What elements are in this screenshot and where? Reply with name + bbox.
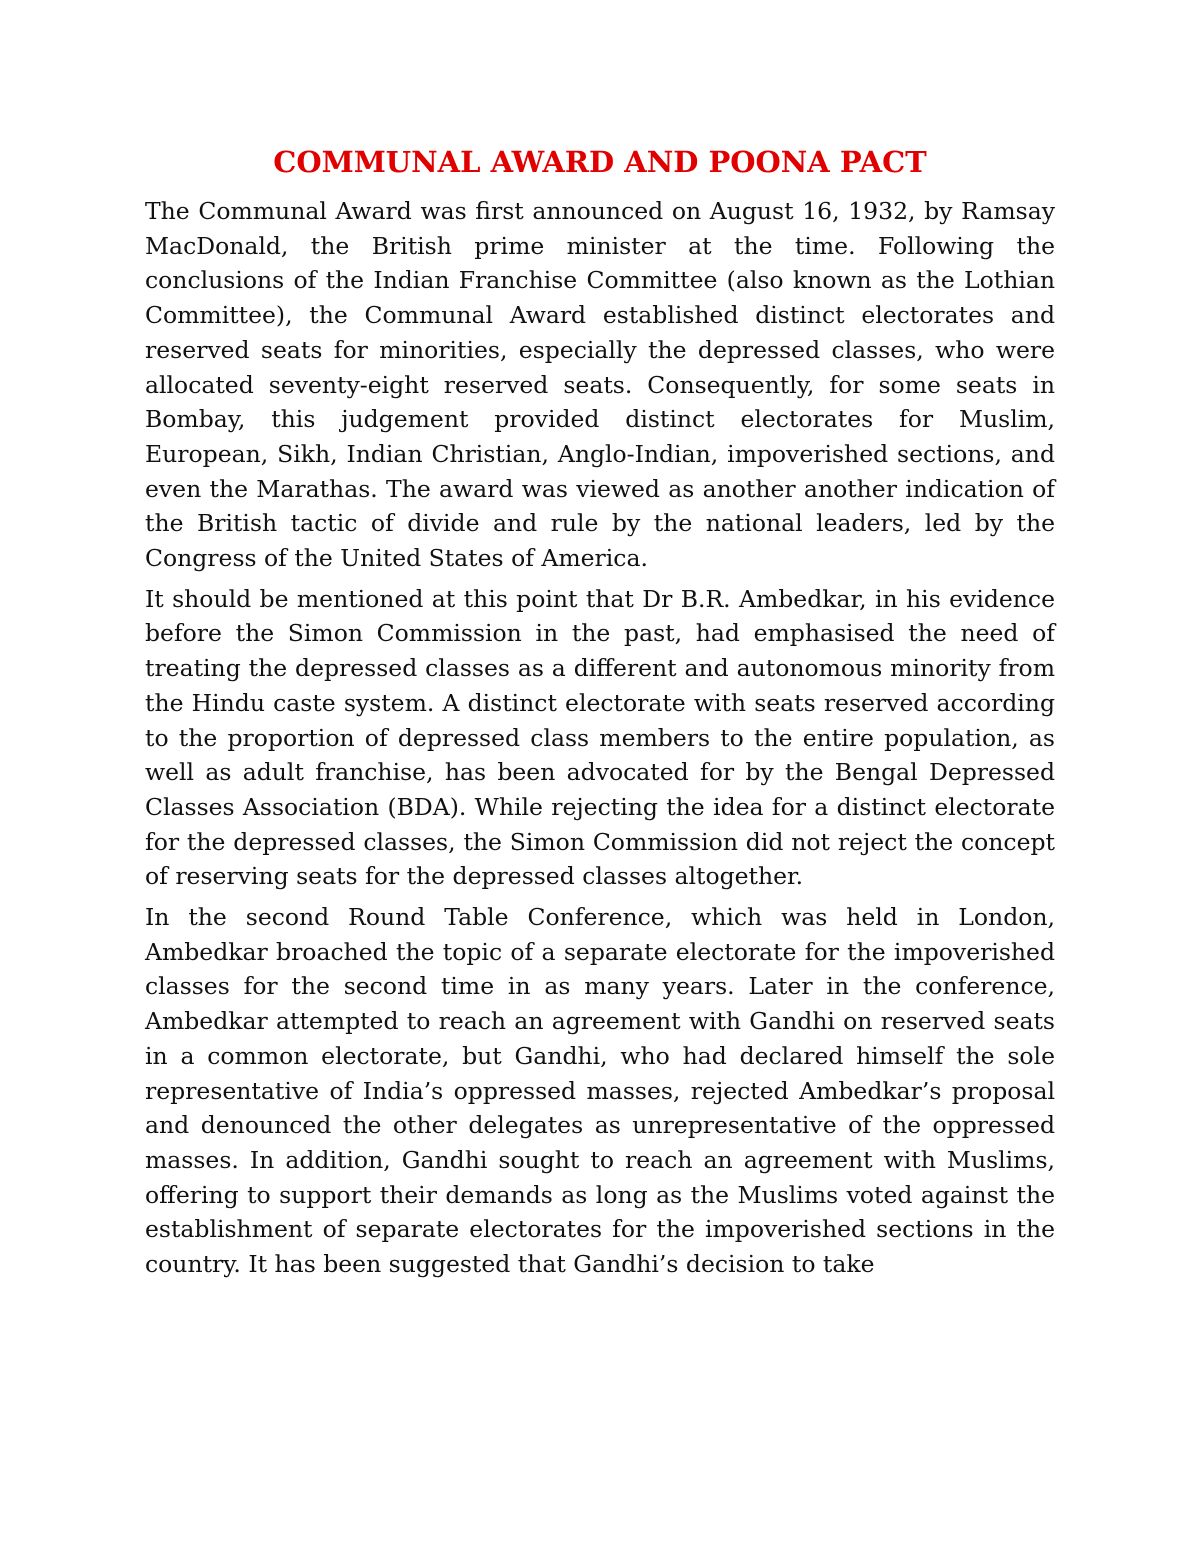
document-body (145, 142, 1055, 1288)
paragraph-ambedkar-evidence: It should be mentioned at this point that Dr B.R. Ambedkar, in his evidence before the Simon Commission in the past, had emphasised the need of treating the depressed classes as a different and autonomous minority from the Hindu caste system. A distinct electorate with seats reserved according to the proportion of depressed class members to the entire population, as well as adult franchise, has been advocated for by the Bengal Depressed Classes Association (BDA). While rejecting the idea for a distinct electorate for the depressed classes, the Simon Commission did not reject the concept of reserving seats for the depressed classes altogether. (145, 584, 1055, 891)
page-title: COMMUNAL AWARD AND POONA PACT (273, 145, 927, 179)
paragraph-round-table-conference: In the second Round Table Conference, which was held in London, Ambedkar broached the topic of a separate electorate for the impoverished classes for the second time in as many years. Later in the conference, Ambedkar attempted to reach an agreement with Gandhi on reserved seats in a common electorate, but Gandhi, who had declared himself the sole representative of India’s oppressed masses, rejected Ambedkar’s proposal and denounced the other delegates as unrepresentative of the oppressed masses. In addition, Gandhi sought to reach an agreement with Muslims, offering to support their demands as long as the Muslims voted against the establishment of separate electorates for the impoverished sections in the country. It has been suggested that Gandhi’s decision to take (145, 903, 1055, 1279)
paragraph-communal-award: The Communal Award was first announced on August 16, 1932, by Ramsay MacDonald, the British prime minister at the time. Following the conclusions of the Indian Franchise Committee (also known as the Lothian Committee), the Communal Award established distinct electorates and reserved seats for minorities, especially the depressed classes, who were allocated seventy-eight reserved seats. Consequently, for some seats in Bombay, this judgement provided distinct electorates for Muslim, European, Sikh, Indian Christian, Anglo-Indian, impoverished sections, and even the Marathas. The award was viewed as another another indication of the British tactic of divide and rule by the national leaders, led by the Congress of the United States of America. (145, 197, 1055, 573)
